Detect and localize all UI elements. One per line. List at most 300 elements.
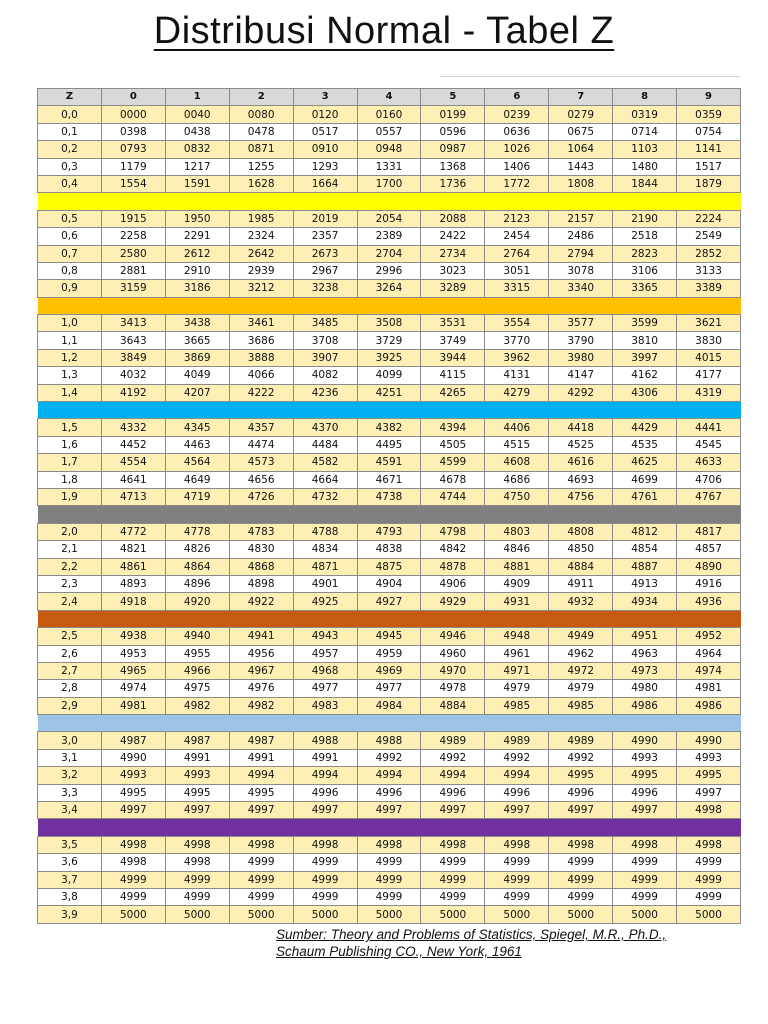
probability-cell: 4999	[549, 871, 613, 888]
probability-cell: 2939	[229, 262, 293, 279]
probability-cell: 4418	[549, 419, 613, 436]
probability-cell: 4911	[549, 575, 613, 592]
probability-cell: 4834	[293, 541, 357, 558]
probability-cell: 2019	[293, 210, 357, 227]
probability-cell: 3438	[165, 315, 229, 332]
probability-cell: 4999	[549, 888, 613, 905]
probability-cell: 4987	[101, 732, 165, 749]
z-value-cell: 2,6	[38, 645, 102, 662]
probability-cell: 4463	[165, 436, 229, 453]
z-value-cell: 1,9	[38, 488, 102, 505]
probability-cell: 2910	[165, 262, 229, 279]
header-digit: 8	[613, 89, 677, 106]
probability-cell: 2258	[101, 228, 165, 245]
probability-cell: 3830	[677, 332, 741, 349]
probability-cell: 4207	[165, 384, 229, 401]
probability-cell: 4961	[485, 645, 549, 662]
probability-cell: 4713	[101, 488, 165, 505]
probability-cell: 1700	[357, 175, 421, 192]
probability-cell: 4292	[549, 384, 613, 401]
probability-cell: 4678	[421, 471, 485, 488]
probability-cell: 4429	[613, 419, 677, 436]
probability-cell: 4495	[357, 436, 421, 453]
probability-cell: 0596	[421, 123, 485, 140]
probability-cell: 3599	[613, 315, 677, 332]
probability-cell: 4998	[165, 836, 229, 853]
probability-cell: 4505	[421, 436, 485, 453]
probability-cell: 2580	[101, 245, 165, 262]
probability-cell: 3413	[101, 315, 165, 332]
probability-cell: 2642	[229, 245, 293, 262]
probability-cell: 0675	[549, 123, 613, 140]
probability-cell: 4999	[293, 888, 357, 905]
probability-cell: 0636	[485, 123, 549, 140]
probability-cell: 4989	[421, 732, 485, 749]
group-separator-band	[38, 610, 741, 627]
table-row	[38, 315, 741, 332]
probability-cell: 4162	[613, 367, 677, 384]
probability-cell: 4980	[613, 680, 677, 697]
probability-cell: 3531	[421, 315, 485, 332]
probability-cell: 4948	[485, 628, 549, 645]
probability-cell: 4999	[165, 871, 229, 888]
probability-cell: 3997	[613, 349, 677, 366]
probability-cell: 1480	[613, 158, 677, 175]
table-row	[38, 645, 741, 662]
probability-cell: 2794	[549, 245, 613, 262]
probability-cell: 4913	[613, 575, 677, 592]
probability-cell: 4996	[549, 784, 613, 801]
probability-cell: 3907	[293, 349, 357, 366]
probability-cell: 2673	[293, 245, 357, 262]
z-value-cell: 1,0	[38, 315, 102, 332]
table-row	[38, 697, 741, 714]
probability-cell: 5000	[293, 906, 357, 923]
probability-cell: 4998	[293, 836, 357, 853]
probability-cell: 2422	[421, 228, 485, 245]
probability-cell: 4938	[101, 628, 165, 645]
z-value-cell: 2,1	[38, 541, 102, 558]
table-row	[38, 871, 741, 888]
probability-cell: 4545	[677, 436, 741, 453]
table-row	[38, 784, 741, 801]
probability-cell: 5000	[677, 906, 741, 923]
probability-cell: 4147	[549, 367, 613, 384]
probability-cell: 0000	[101, 106, 165, 123]
probability-cell: 4998	[677, 836, 741, 853]
header-digit: 2	[229, 89, 293, 106]
probability-cell: 4996	[357, 784, 421, 801]
probability-cell: 2389	[357, 228, 421, 245]
source-line-1: Sumber: Theory and Problems of Statistics, Spiegel, M.R., Ph.D.,	[276, 927, 667, 942]
header-digit: 5	[421, 89, 485, 106]
probability-cell: 5000	[613, 906, 677, 923]
probability-cell: 4251	[357, 384, 421, 401]
probability-cell: 0948	[357, 141, 421, 158]
probability-cell: 4936	[677, 593, 741, 610]
probability-cell: 4997	[165, 802, 229, 819]
probability-cell: 4945	[357, 628, 421, 645]
probability-cell: 4991	[293, 749, 357, 766]
probability-cell: 4798	[421, 523, 485, 540]
probability-cell: 1950	[165, 210, 229, 227]
probability-cell: 4996	[293, 784, 357, 801]
probability-cell: 4656	[229, 471, 293, 488]
probability-cell: 4989	[485, 732, 549, 749]
probability-cell: 3264	[357, 280, 421, 297]
table-row	[38, 854, 741, 871]
probability-cell: 4884	[421, 697, 485, 714]
probability-cell: 4999	[421, 854, 485, 871]
probability-cell: 4564	[165, 454, 229, 471]
table-row	[38, 228, 741, 245]
table-row	[38, 384, 741, 401]
probability-cell: 2852	[677, 245, 741, 262]
table-row	[38, 541, 741, 558]
probability-cell: 1664	[293, 175, 357, 192]
probability-cell: 2612	[165, 245, 229, 262]
z-value-cell: 2,8	[38, 680, 102, 697]
probability-cell: 4953	[101, 645, 165, 662]
probability-cell: 4995	[549, 767, 613, 784]
probability-cell: 4881	[485, 558, 549, 575]
probability-cell: 4066	[229, 367, 293, 384]
probability-cell: 4625	[613, 454, 677, 471]
header-digit: 9	[677, 89, 741, 106]
probability-cell: 3621	[677, 315, 741, 332]
separator-band-cell	[38, 819, 741, 836]
probability-cell: 4999	[293, 854, 357, 871]
header-digit: 1	[165, 89, 229, 106]
probability-cell: 4952	[677, 628, 741, 645]
probability-cell: 4990	[677, 732, 741, 749]
probability-cell: 4998	[549, 836, 613, 853]
probability-cell: 2996	[357, 262, 421, 279]
probability-cell: 4998	[485, 836, 549, 853]
probability-cell: 4929	[421, 593, 485, 610]
probability-cell: 4744	[421, 488, 485, 505]
z-value-cell: 1,6	[38, 436, 102, 453]
probability-cell: 0040	[165, 106, 229, 123]
group-separator-band	[38, 506, 741, 523]
probability-cell: 5000	[357, 906, 421, 923]
probability-cell: 4995	[613, 767, 677, 784]
table-row	[38, 575, 741, 592]
probability-cell: 4803	[485, 523, 549, 540]
header-z: Z	[38, 89, 102, 106]
probability-cell: 4582	[293, 454, 357, 471]
probability-cell: 4236	[293, 384, 357, 401]
probability-cell: 4982	[229, 697, 293, 714]
probability-cell: 4997	[485, 802, 549, 819]
table-row	[38, 471, 741, 488]
probability-cell: 4916	[677, 575, 741, 592]
z-value-cell: 2,9	[38, 697, 102, 714]
probability-cell: 4990	[101, 749, 165, 766]
probability-cell: 4974	[677, 662, 741, 679]
probability-cell: 4732	[293, 488, 357, 505]
z-value-cell: 1,1	[38, 332, 102, 349]
probability-cell: 4987	[229, 732, 293, 749]
header-digit: 3	[293, 89, 357, 106]
probability-cell: 4988	[293, 732, 357, 749]
probability-cell: 4998	[101, 836, 165, 853]
probability-cell: 4999	[229, 854, 293, 871]
z-value-cell: 0,1	[38, 123, 102, 140]
table-row	[38, 280, 741, 297]
probability-cell: 4319	[677, 384, 741, 401]
probability-cell: 4999	[485, 871, 549, 888]
table-row	[38, 662, 741, 679]
probability-cell: 4554	[101, 454, 165, 471]
probability-cell: 4941	[229, 628, 293, 645]
probability-cell: 4998	[357, 836, 421, 853]
separator-band-cell	[38, 610, 741, 627]
probability-cell: 4951	[613, 628, 677, 645]
probability-cell: 4842	[421, 541, 485, 558]
z-value-cell: 2,4	[38, 593, 102, 610]
probability-cell: 4599	[421, 454, 485, 471]
probability-cell: 4999	[485, 888, 549, 905]
probability-cell: 2224	[677, 210, 741, 227]
probability-cell: 4960	[421, 645, 485, 662]
probability-cell: 4978	[421, 680, 485, 697]
probability-cell: 4767	[677, 488, 741, 505]
probability-cell: 4306	[613, 384, 677, 401]
probability-cell: 4265	[421, 384, 485, 401]
probability-cell: 4738	[357, 488, 421, 505]
probability-cell: 3554	[485, 315, 549, 332]
probability-cell: 4970	[421, 662, 485, 679]
probability-cell: 4726	[229, 488, 293, 505]
z-value-cell: 2,0	[38, 523, 102, 540]
z-value-cell: 0,4	[38, 175, 102, 192]
probability-cell: 5000	[485, 906, 549, 923]
probability-cell: 4868	[229, 558, 293, 575]
probability-cell: 3485	[293, 315, 357, 332]
probability-cell: 4999	[165, 888, 229, 905]
probability-cell: 4793	[357, 523, 421, 540]
probability-cell: 4997	[293, 802, 357, 819]
probability-cell: 4956	[229, 645, 293, 662]
probability-cell: 4192	[101, 384, 165, 401]
probability-cell: 4918	[101, 593, 165, 610]
probability-cell: 4959	[357, 645, 421, 662]
probability-cell: 3389	[677, 280, 741, 297]
probability-cell: 4991	[165, 749, 229, 766]
probability-cell: 4922	[229, 593, 293, 610]
probability-cell: 4474	[229, 436, 293, 453]
probability-cell: 4993	[101, 767, 165, 784]
probability-cell: 4993	[677, 749, 741, 766]
probability-cell: 4946	[421, 628, 485, 645]
probability-cell: 4999	[357, 888, 421, 905]
probability-cell: 2486	[549, 228, 613, 245]
probability-cell: 0557	[357, 123, 421, 140]
table-row	[38, 419, 741, 436]
z-value-cell: 3,7	[38, 871, 102, 888]
probability-cell: 4994	[357, 767, 421, 784]
probability-cell: 4838	[357, 541, 421, 558]
probability-cell: 4979	[549, 680, 613, 697]
source-line-2: Schaum Publishing CO., New York, 1961	[276, 944, 522, 959]
group-separator-band	[38, 402, 741, 419]
probability-cell: 4878	[421, 558, 485, 575]
probability-cell: 4963	[613, 645, 677, 662]
probability-cell: 0319	[613, 106, 677, 123]
probability-cell: 4332	[101, 419, 165, 436]
probability-cell: 4719	[165, 488, 229, 505]
probability-cell: 4890	[677, 558, 741, 575]
probability-cell: 4854	[613, 541, 677, 558]
probability-cell: 4525	[549, 436, 613, 453]
probability-cell: 5000	[421, 906, 485, 923]
probability-cell: 4996	[613, 784, 677, 801]
probability-cell: 3340	[549, 280, 613, 297]
probability-cell: 1217	[165, 158, 229, 175]
probability-cell: 4998	[613, 836, 677, 853]
probability-cell: 4934	[613, 593, 677, 610]
probability-cell: 4955	[165, 645, 229, 662]
probability-cell: 4991	[229, 749, 293, 766]
table-row	[38, 628, 741, 645]
probability-cell: 3962	[485, 349, 549, 366]
probability-cell: 4993	[613, 749, 677, 766]
probability-cell: 3159	[101, 280, 165, 297]
probability-cell: 4783	[229, 523, 293, 540]
z-value-cell: 2,3	[38, 575, 102, 592]
probability-cell: 4015	[677, 349, 741, 366]
page-title: Distribusi Normal - Tabel Z	[153, 10, 615, 52]
probability-cell: 1331	[357, 158, 421, 175]
probability-cell: 4345	[165, 419, 229, 436]
probability-cell: 0199	[421, 106, 485, 123]
probability-cell: 4994	[293, 767, 357, 784]
probability-cell: 4983	[293, 697, 357, 714]
probability-cell: 3186	[165, 280, 229, 297]
probability-cell: 2518	[613, 228, 677, 245]
table-row	[38, 488, 741, 505]
probability-cell: 1141	[677, 141, 741, 158]
probability-cell: 4986	[613, 697, 677, 714]
z-value-cell: 0,0	[38, 106, 102, 123]
probability-cell: 1406	[485, 158, 549, 175]
probability-cell: 3365	[613, 280, 677, 297]
probability-cell: 2157	[549, 210, 613, 227]
table-row	[38, 349, 741, 366]
table-row	[38, 523, 741, 540]
probability-cell: 4990	[613, 732, 677, 749]
probability-cell: 0359	[677, 106, 741, 123]
probability-cell: 3461	[229, 315, 293, 332]
separator-band-cell	[38, 402, 741, 419]
table-row	[38, 210, 741, 227]
probability-cell: 4591	[357, 454, 421, 471]
probability-cell: 3238	[293, 280, 357, 297]
probability-cell: 4949	[549, 628, 613, 645]
probability-cell: 3790	[549, 332, 613, 349]
table-row	[38, 593, 741, 610]
probability-cell: 4957	[293, 645, 357, 662]
probability-cell: 4999	[421, 871, 485, 888]
probability-cell: 4830	[229, 541, 293, 558]
probability-cell: 4633	[677, 454, 741, 471]
probability-cell: 4131	[485, 367, 549, 384]
separator-band-cell	[38, 715, 741, 732]
header-digit: 0	[101, 89, 165, 106]
probability-cell: 4997	[101, 802, 165, 819]
probability-cell: 4986	[677, 697, 741, 714]
probability-cell: 4382	[357, 419, 421, 436]
probability-cell: 4671	[357, 471, 421, 488]
probability-cell: 3925	[357, 349, 421, 366]
probability-cell: 4985	[549, 697, 613, 714]
probability-cell: 4992	[549, 749, 613, 766]
probability-cell: 4999	[421, 888, 485, 905]
probability-cell: 4984	[357, 697, 421, 714]
probability-cell: 4977	[293, 680, 357, 697]
z-value-cell: 3,8	[38, 888, 102, 905]
probability-cell: 1554	[101, 175, 165, 192]
probability-cell: 4812	[613, 523, 677, 540]
z-value-cell: 3,4	[38, 802, 102, 819]
probability-cell: 4686	[485, 471, 549, 488]
probability-cell: 4999	[229, 871, 293, 888]
probability-cell: 3729	[357, 332, 421, 349]
probability-cell: 1368	[421, 158, 485, 175]
probability-cell: 4999	[613, 854, 677, 871]
probability-cell: 4940	[165, 628, 229, 645]
group-separator-band	[38, 715, 741, 732]
probability-cell: 4699	[613, 471, 677, 488]
probability-cell: 3133	[677, 262, 741, 279]
probability-cell: 4977	[357, 680, 421, 697]
probability-cell: 4861	[101, 558, 165, 575]
probability-cell: 2357	[293, 228, 357, 245]
probability-cell: 0120	[293, 106, 357, 123]
probability-cell: 4997	[421, 802, 485, 819]
probability-cell: 4999	[613, 888, 677, 905]
probability-cell: 1443	[549, 158, 613, 175]
probability-cell: 0160	[357, 106, 421, 123]
table-row	[38, 454, 741, 471]
probability-cell: 4857	[677, 541, 741, 558]
probability-cell: 4972	[549, 662, 613, 679]
probability-cell: 4222	[229, 384, 293, 401]
probability-cell: 4761	[613, 488, 677, 505]
probability-cell: 4999	[613, 871, 677, 888]
probability-cell: 4975	[165, 680, 229, 697]
probability-cell: 0279	[549, 106, 613, 123]
z-value-cell: 3,1	[38, 749, 102, 766]
table-row	[38, 749, 741, 766]
probability-cell: 4981	[101, 697, 165, 714]
probability-cell: 4999	[101, 888, 165, 905]
probability-cell: 4901	[293, 575, 357, 592]
probability-cell: 2190	[613, 210, 677, 227]
probability-cell: 1736	[421, 175, 485, 192]
probability-cell: 3665	[165, 332, 229, 349]
probability-cell: 4871	[293, 558, 357, 575]
table-row	[38, 732, 741, 749]
probability-cell: 4099	[357, 367, 421, 384]
probability-cell: 4082	[293, 367, 357, 384]
probability-cell: 4573	[229, 454, 293, 471]
probability-cell: 4515	[485, 436, 549, 453]
probability-cell: 4997	[613, 802, 677, 819]
probability-cell: 4981	[677, 680, 741, 697]
probability-cell: 4535	[613, 436, 677, 453]
